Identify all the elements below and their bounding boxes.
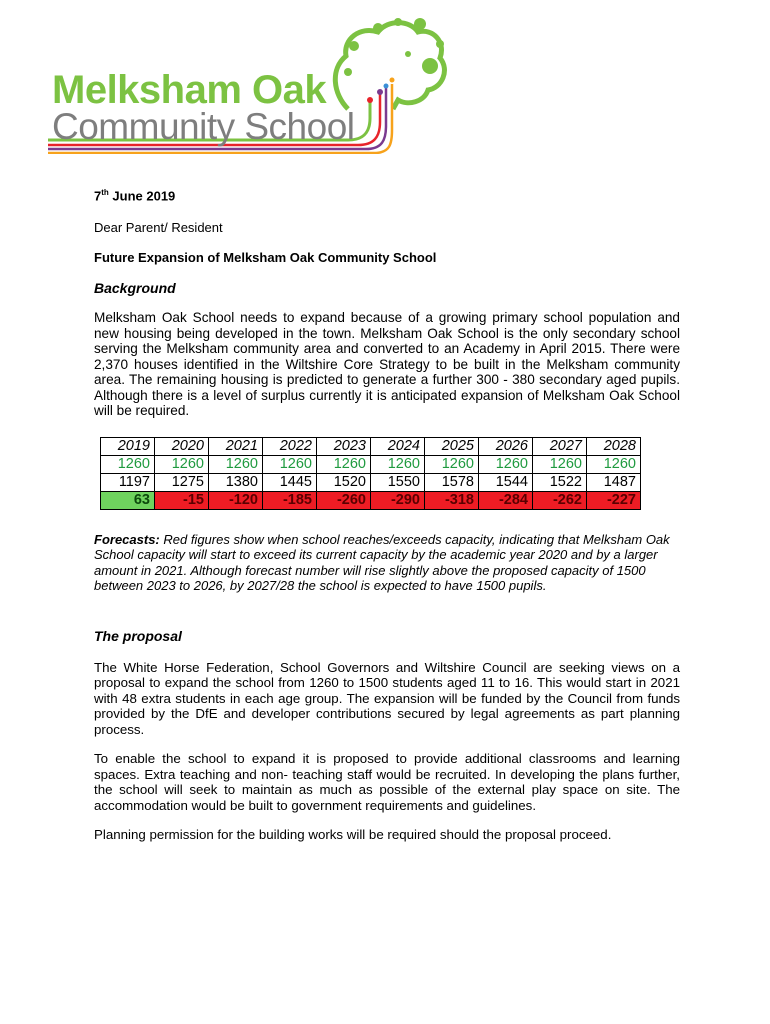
capacity-cell: 1260 (371, 455, 425, 473)
capacity-cell: 1260 (263, 455, 317, 473)
capacity-table (100, 437, 641, 510)
difference-cell-deficit: -15 (155, 491, 209, 509)
year-cell: 2022 (263, 437, 317, 455)
year-cell: 2023 (317, 437, 371, 455)
capacity-cell: 1260 (425, 455, 479, 473)
difference-cell-deficit: -284 (479, 491, 533, 509)
forecast-cell: 1275 (155, 473, 209, 491)
difference-cell-deficit: -185 (263, 491, 317, 509)
logo-title: Melksham Oak (52, 68, 327, 112)
forecast-cell: 1550 (371, 473, 425, 491)
forecast-cell: 1445 (263, 473, 317, 491)
difference-cell-surplus: 63 (101, 491, 155, 509)
letter-subject: Future Expansion of Melksham Oak Community School (94, 250, 437, 266)
year-cell: 2025 (425, 437, 479, 455)
capacity-cell: 1260 (479, 455, 533, 473)
difference-row (101, 491, 641, 509)
year-cell: 2028 (587, 437, 641, 455)
capacity-cell: 1260 (101, 455, 155, 473)
background-heading: Background (94, 280, 176, 297)
forecast-cell: 1487 (587, 473, 641, 491)
difference-cell-deficit: -260 (317, 491, 371, 509)
year-cell: 2019 (101, 437, 155, 455)
year-cell: 2021 (209, 437, 263, 455)
proposal-paragraph-3: Planning permission for the building works will be required should the proposal proceed. (94, 827, 612, 843)
salutation: Dear Parent/ Resident (94, 220, 223, 236)
logo-subtitle: Community School (52, 106, 355, 147)
forecast-note: Forecasts: Red figures show when school reaches/exceeds capacity, indicating that Melksham Oak School capacity will start to exceed its current capacity by the academic year 2020 and by a larger amount in 2021. Although forecast number will rise slightly above the proposed capacity of 1500 between 2023 to 2026, by 2027/28 the school is expected to have 1500 pupils. (94, 531, 670, 594)
capacity-cell: 1260 (533, 455, 587, 473)
forecast-row (101, 473, 641, 491)
forecast-cell: 1544 (479, 473, 533, 491)
difference-cell-deficit: -227 (587, 491, 641, 509)
year-cell: 2024 (371, 437, 425, 455)
proposal-heading: The proposal (94, 627, 182, 644)
forecast-cell: 1522 (533, 473, 587, 491)
school-logo (48, 14, 448, 154)
difference-cell-deficit: -262 (533, 491, 587, 509)
years-row (101, 437, 641, 455)
forecast-cell: 1578 (425, 473, 479, 491)
year-cell: 2027 (533, 437, 587, 455)
difference-cell-deficit: -318 (425, 491, 479, 509)
forecast-cell: 1197 (101, 473, 155, 491)
forecast-cell: 1380 (209, 473, 263, 491)
difference-cell-deficit: -290 (371, 491, 425, 509)
capacity-cell: 1260 (155, 455, 209, 473)
capacity-cell: 1260 (587, 455, 641, 473)
letter-body (94, 188, 680, 857)
capacity-cell: 1260 (209, 455, 263, 473)
letter-date: 7th June 2019 (94, 188, 176, 204)
capacity-row (101, 455, 641, 473)
year-cell: 2026 (479, 437, 533, 455)
difference-cell-deficit: -120 (209, 491, 263, 509)
year-cell: 2020 (155, 437, 209, 455)
background-paragraph: Melksham Oak School needs to expand because of a growing primary school population and new housing being developed in the town. Melksham Oak School is the only secondary school serving the Melksham community area and converted to an Academy in April 2015. There were 2,370 houses identified in the Wiltshire Core Strategy to be built in the Melksham community area. The remaining housing is predicted to generate a further 300 - 380 secondary aged pupils. Although there is a level of surplus currently it is anticipated expansion of Melksham Oak School will be required. (94, 310, 680, 419)
capacity-cell: 1260 (317, 455, 371, 473)
proposal-paragraph-2: To enable the school to expand it is proposed to provide additional classrooms and learning spaces. Extra teaching and non- teaching staff would be recruited. In developing the plans further, the school will seek to maintain as much as possible of the external play space on site. The accommodation would be built to government requirements and guidelines. (94, 751, 680, 813)
proposal-paragraph-1: The White Horse Federation, School Governors and Wiltshire Council are seeking views on a proposal to expand the school from 1260 to 1500 students aged 11 to 16. This would start in 2021 with 48 extra students in each age group. The expansion will be funded by the Council from funds provided by the DfE and developer contributions secured by legal agreements as part planning process. (94, 659, 680, 737)
forecast-cell: 1520 (317, 473, 371, 491)
